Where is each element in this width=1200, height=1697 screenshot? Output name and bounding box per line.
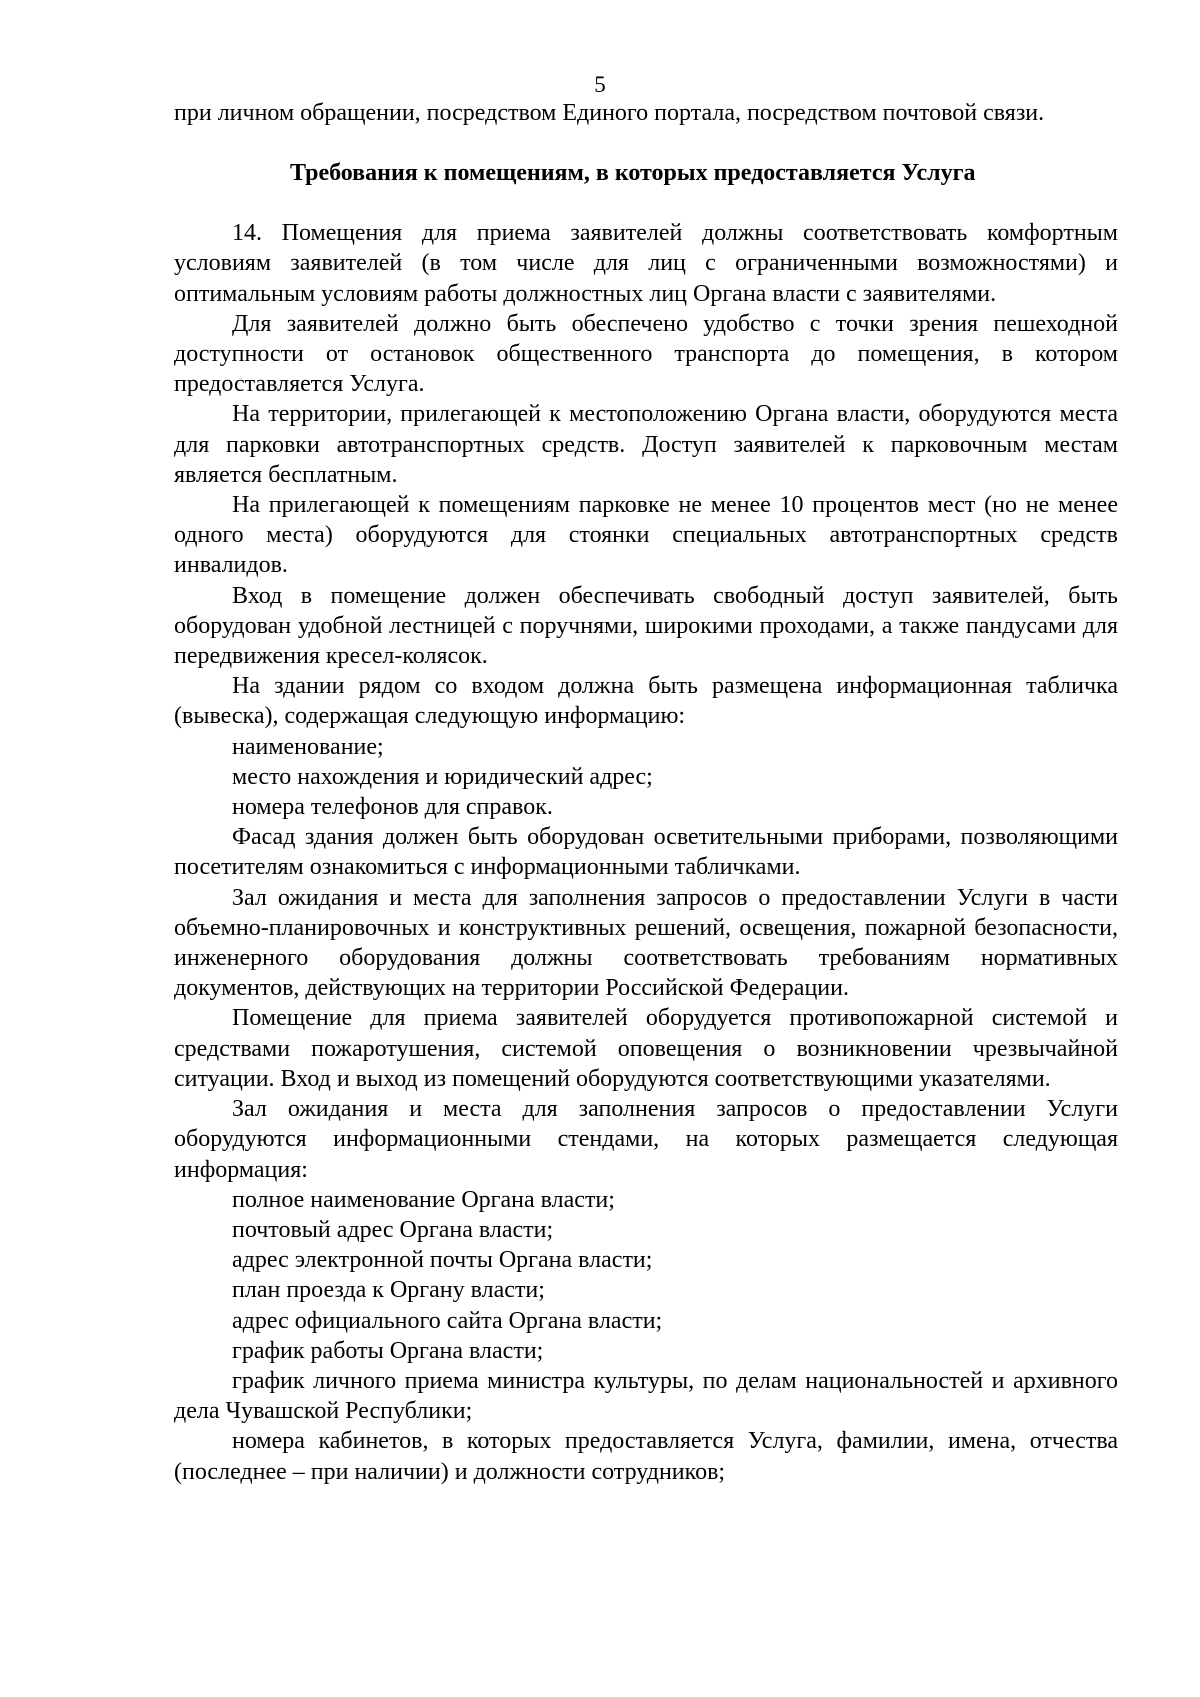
list-item: график личного приема министра культуры, по делам национальностей и архивного дела Чувашской Республики; <box>174 1367 1118 1425</box>
section-heading: Требования к помещениям, в которых предоставляется Услуга <box>290 160 976 187</box>
list-item: номера кабинетов, в которых предоставляется Услуга, фамилии, имена, отчества (последнее – при наличии) и должности сотрудников; <box>174 1428 1118 1485</box>
paragraph: На здании рядом со входом должна быть размещена информационная табличка (вывеска), содержащая следующую информацию: <box>174 673 1118 730</box>
paragraph-14: 14. Помещения для приема заявителей должны соответствовать комфортным условиям заявителей (в том числе для лиц с ограниченными возможностями) и оптимальным условиям работы должностных лиц Органа власти с заявителями. <box>174 220 1118 307</box>
paragraph: Вход в помещение должен обеспечивать свободный доступ заявителей, быть оборудован удобной лестницей с поручнями, широкими проходами, а также пандусами для передвижения кресел-колясок. <box>174 582 1118 670</box>
list-item: полное наименование Органа власти; <box>232 1186 615 1213</box>
paragraph-intro: при личном обращении, посредством Единого портала, посредством почтовой связи. <box>174 100 1045 126</box>
list-item: место нахождения и юридический адрес; <box>232 763 653 790</box>
list-item: адрес электронной почты Органа власти; <box>232 1247 653 1274</box>
list-item: наименование; <box>232 733 384 760</box>
paragraph: Фасад здания должен быть оборудован осветительными приборами, позволяющими посетителям ознакомиться с информационными табличками. <box>174 824 1118 881</box>
list-item: почтовый адрес Органа власти; <box>232 1216 554 1243</box>
paragraph: Зал ожидания и места для заполнения запросов о предоставлении Услуги оборудуются информационными стендами, на которых размещается следующая информация: <box>174 1096 1118 1183</box>
list-item: адрес официального сайта Органа власти; <box>232 1307 663 1334</box>
paragraph: Для заявителей должно быть обеспечено удобство с точки зрения пешеходной доступности от остановок общественного транспорта до помещения, в котором предоставляется Услуга. <box>174 310 1118 398</box>
page-number: 5 <box>594 72 606 97</box>
list-item: номера телефонов для справок. <box>232 794 553 821</box>
paragraph: На территории, прилегающей к местоположению Органа власти, оборудуются места для парковки автотранспортных средств. Доступ заявителей к парковочным местам является бесплатным. <box>174 401 1118 488</box>
paragraph: На прилегающей к помещениям парковке не менее 10 процентов мест (но не менее одного места) оборудуются для стоянки специальных автотранспортных средств инвалидов. <box>174 492 1118 579</box>
document-body <box>174 98 1118 1487</box>
paragraph: Помещение для приема заявителей оборудуется противопожарной системой и средствами пожаротушения, системой оповещения о возникновении чрезвычайной ситуации. Вход и выход из помещений оборудуются соответствующими указателями. <box>174 1005 1118 1092</box>
paragraph: Зал ожидания и места для заполнения запросов о предоставлении Услуги в части объемно-планировочных и конструктивных решений, освещения, пожарной безопасности, инженерного оборудования должны соответствовать требованиям нормативных документов, действующих на территории Российской Федерации. <box>174 884 1118 1002</box>
list-item: план проезда к Органу власти; <box>232 1277 545 1304</box>
list-item: график работы Органа власти; <box>232 1337 544 1364</box>
